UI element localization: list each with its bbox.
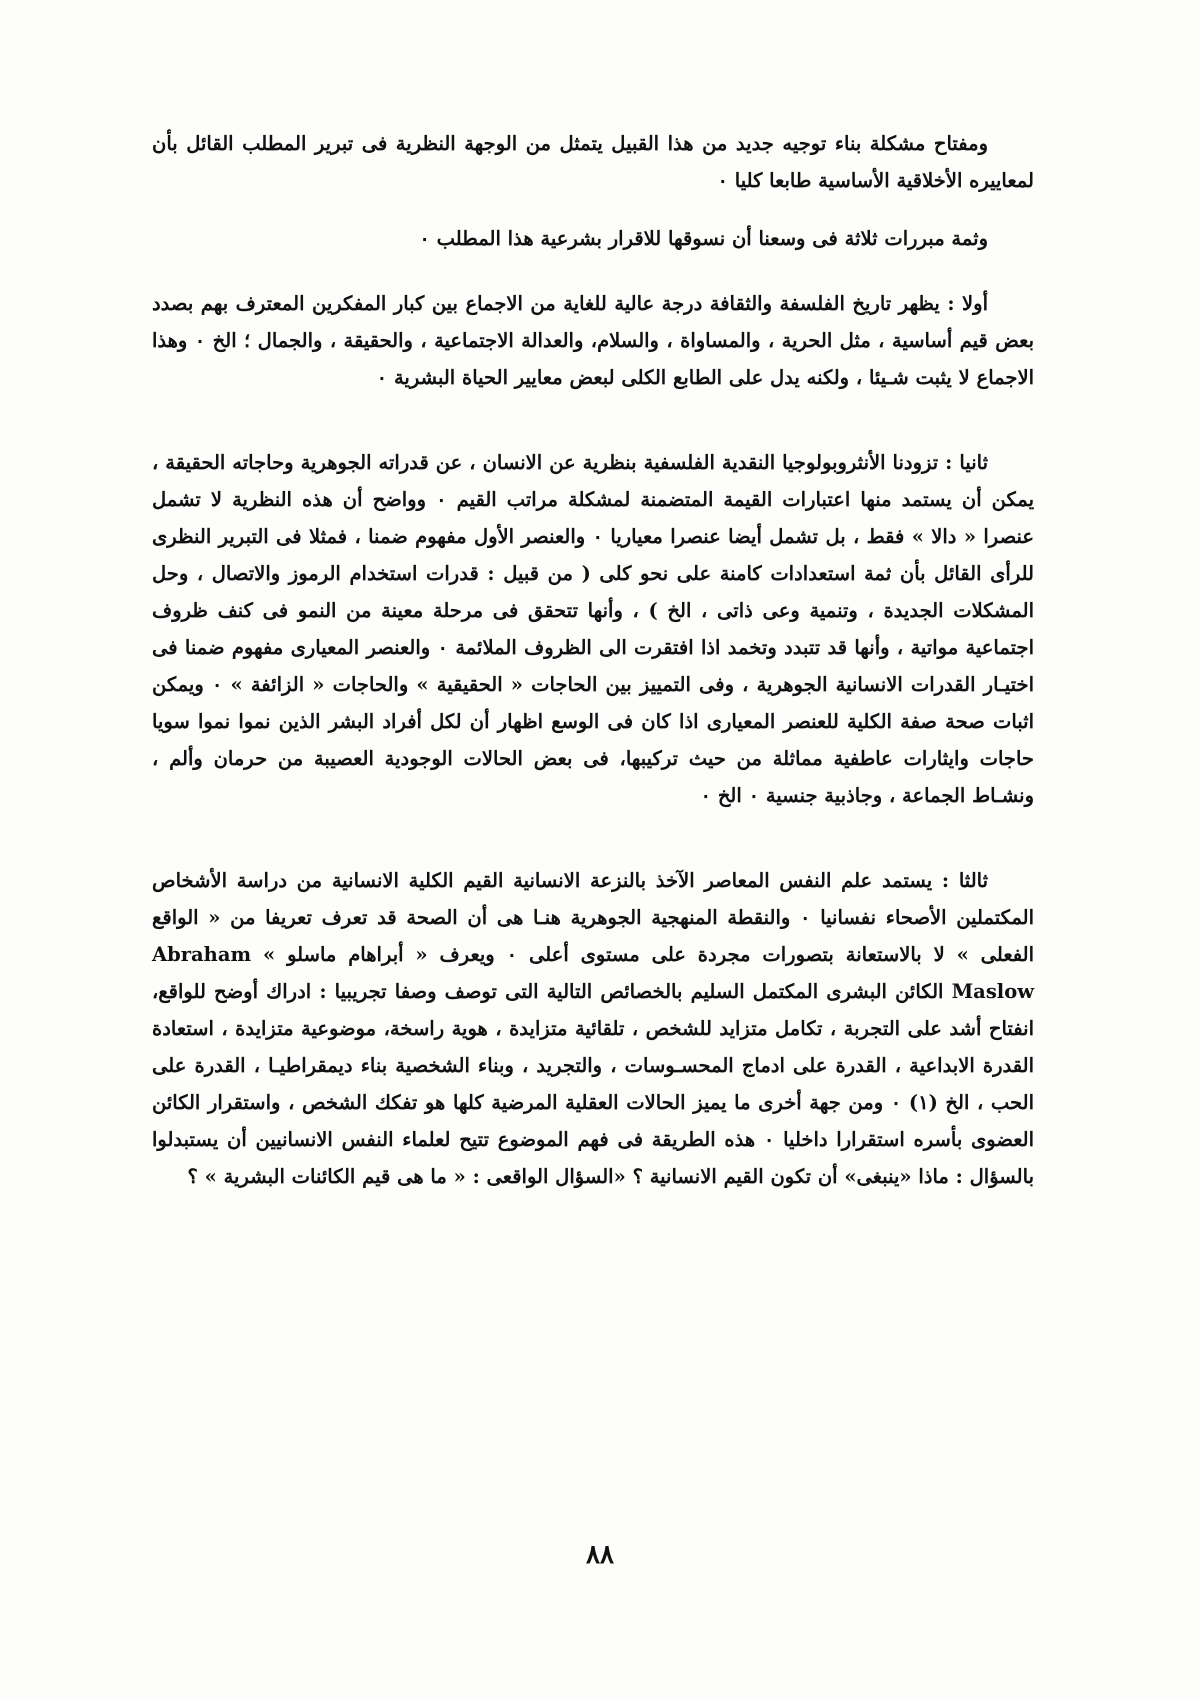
body-text [152,125,1034,1195]
paragraph-first: أولا : يظهر تاريخ الفلسفة والثقافة درجة عالية للغاية من الاجماع بين كبار المفكرين المعترف بهم بصدد بعض قيم أساسية ، مثل الحرية ، والمساواة ، والسلام، والعدالة الاجتماعية ، والحقيقة ، والجمال ؛ الخ ٠ وهذا الاجماع لا يثبت شـيئا ، ولكنه يدل على الطابع الكلى لبعض معايير الحياة البشرية ٠ [152,292,1034,389]
paragraph-third-end: الكائن البشرى المكتمل السليم بالخصائص التالية التى توصف وصفا تجريبيا : ادراك أوضح للواقع، انفتاح أشد على التجربة ، تكامل متزايد للشخص ، تلقائية متزايدة ، هوية راسخة، موضوعية متزايدة ، استعادة القدرة الابداعية ، القدرة على ادماج المحسـوسات ، والتجريد ، وبناء الشخصية بناء ديمقراطيـا ، القدرة على الحب ، الخ (١) ٠ ومن جهة أخرى ما يميز الحالات العقلية المرضية كلها هو تفكك الشخص ، واستقرار الكائن العضوى بأسره استقرارا داخليا ٠ هذه الطريقة فى فهم الموضوع تتيح لعلماء النفس الانسانيين أن يستبدلوا بالسؤال : ماذا «ينبغى» أن تكون القيم الانسانية ؟ «السؤال الواقعى : « ما هى قيم الكائنات البشرية » ؟ [152,980,1035,1188]
paragraph-second: ثانيا : تزودنا الأنثروبولوجيا النقدية الفلسفية بنظرية عن الانسان ، عن قدراته الجوهرية وحاجاته الحقيقة ، يمكن أن يستمد منها اعتبارات القيمة المتضمنة لمشكلة مراتب القيم ٠ وواضح أن هذه النظرية لا تشمل عنصرا « دالا » فقط ، بل تشمل أيضا عنصرا معياريا ٠ والعنصر الأول مفهوم ضمنا ، فمثلا فى التبرير النظرى للرأى القائل بأن ثمة استعدادات كامنة على نحو كلى ( من قبيل : قدرات استخدام الرموز والاتصال ، وحل المشكلات الجديدة ، وتنمية وعى ذاتى ، الخ ) ، وأنها تتحقق فى مرحلة معينة من النمو فى كنف ظروف اجتماعية مواتية ، وأنها قد تتبدد وتخمد اذا افتقرت الى الظروف الملائمة ٠ والعنصر المعيارى مفهوم ضمنا فى اختيـار القدرات الانسانية الجوهرية ، وفى التمييز بين الحاجات « الحقيقية » والحاجات « الزائفة » ٠ ويمكن اثبات صحة صفة الكلية للعنصر المعيارى اذا كان فى الوسع اظهار أن لكل أفراد البشر الذين نموا نموا سويا حاجات وايثارات عاطفية مماثلة من حيث تركيبها، فى بعض الحالات الوجودية العصيبة من حرمان وألم ، ونشـاط الجماعة ، وجاذبية جنسية ٠ الخ ٠ [152,451,1035,807]
page-number: ٨٨ [586,1540,614,1570]
paragraph-third-start: ثالثا : يستمد علم النفس المعاصر الآخذ بالنزعة الانسانية القيم الكلية الانسانية من دراسة الأشخاص المكتملين الأصحاء نفسانيا ٠ والنقطة المنهجية الجوهرية هنـا هى أن الصحة قد تعرف تعريفا من « الواقع الفعلى » لا بالاستعانة بتصورات مجردة على مستوى أعلى ٠ ويعرف « أبراهام ماسلو » [152,869,1035,966]
paragraph-third [152,862,1034,1195]
paragraph-intro: ومفتاح مشكلة بناء توجيه جديد من هذا القبيل يتمثل من الوجهة النظرية فى تبرير المطلب القائل بأن لمعاييره الأخلاقية الأساسية طابعا كليا ٠ [152,132,1034,192]
paragraph-justifications: وثمة مبررات ثلاثة فى وسعنا أن نسوقها للاقرار بشرعية هذا المطلب ٠ [419,227,988,250]
latin-name: Abraham Maslow [152,943,1034,1003]
